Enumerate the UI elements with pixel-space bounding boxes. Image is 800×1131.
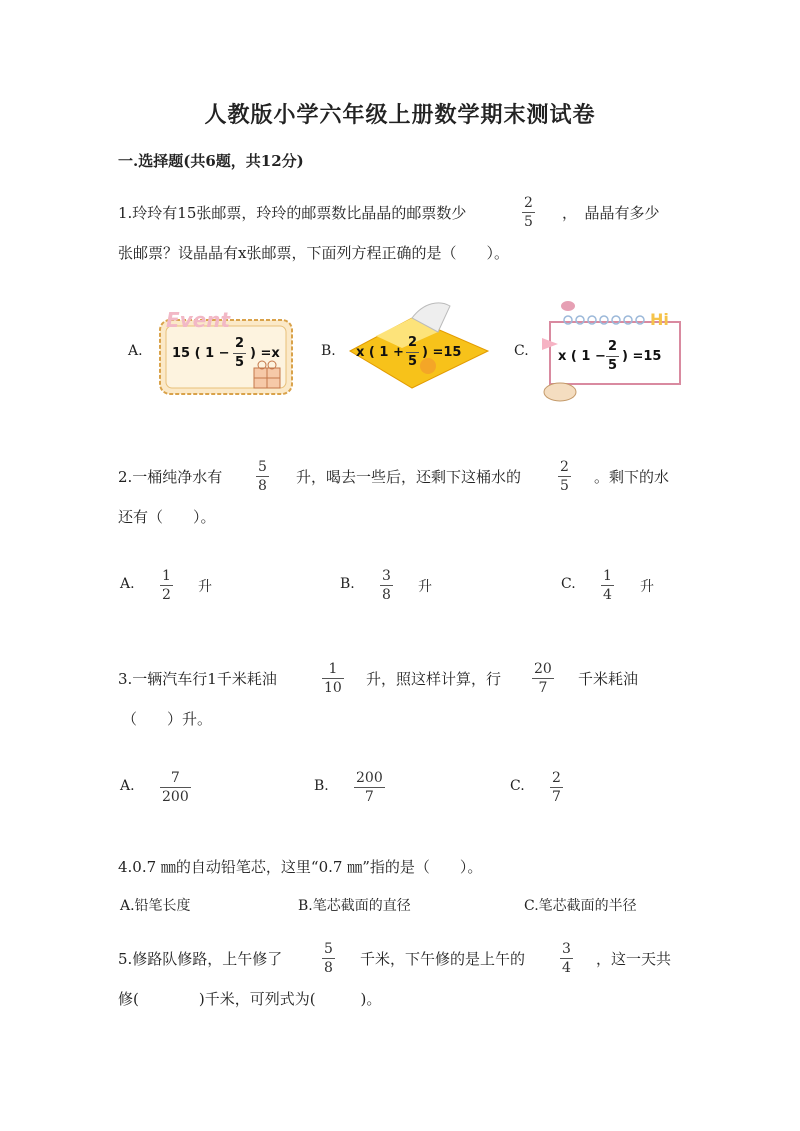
fraction-bar — [601, 585, 614, 586]
q5-line1c: ，这一天共 — [596, 950, 672, 968]
q3-option-c-frac[interactable] — [550, 770, 563, 805]
fraction-bar — [606, 356, 619, 357]
q2-option-c-label[interactable]: C. — [561, 576, 576, 592]
frac-den: 10 — [324, 680, 342, 696]
q2-option-b-unit: 升 — [418, 579, 432, 595]
fraction-bar — [160, 585, 173, 586]
frac-num: 2 — [408, 335, 418, 350]
q3-option-a-frac[interactable] — [160, 770, 191, 805]
q3-option-b-label[interactable]: B. — [314, 778, 329, 794]
q1-option-b-pre: x ( 1 + — [356, 345, 404, 360]
q4-option-c[interactable]: C.笔芯截面的半径 — [524, 898, 637, 914]
q5-line1b: 千米，下午修的是上午的 — [360, 950, 526, 968]
q2-line1a: 2.一桶纯净水有 — [118, 468, 223, 486]
q2-fraction-1 — [256, 459, 269, 494]
q1-option-a-label[interactable]: A. — [128, 343, 143, 359]
q1-option-c-pre: x ( 1 − — [558, 349, 606, 364]
frac-num: 3 — [562, 941, 571, 957]
q2-option-a-label[interactable]: A. — [120, 576, 135, 592]
frac-num: 3 — [382, 568, 391, 584]
frac-den: 7 — [364, 789, 374, 805]
q3-line1c: 千米耗油 — [578, 670, 639, 688]
frac-den: 200 — [162, 789, 189, 805]
q2-option-a-unit: 升 — [198, 579, 212, 595]
q5-line2: 修( )千米，可列式为( )。 — [118, 990, 382, 1008]
fraction-bar — [558, 476, 571, 477]
q5-line1a: 5.修路队修路，上午修了 — [118, 950, 283, 968]
q4-option-b[interactable]: B.笔芯截面的直径 — [298, 898, 411, 914]
frac-den: 5 — [560, 478, 569, 494]
fraction-bar — [380, 585, 393, 586]
q3-fraction-1 — [322, 661, 344, 696]
q2-option-a-frac[interactable] — [160, 568, 173, 603]
q3-line1a: 3.一辆汽车行1千米耗油 — [118, 670, 277, 688]
frac-num: 200 — [356, 770, 383, 786]
q5-fraction-1 — [322, 941, 335, 976]
q4-line1: 4.0.7 ㎜的自动铅笔芯，这里“0.7 ㎜”指的是（ ）。 — [118, 858, 483, 876]
q3-option-b-frac[interactable] — [354, 770, 385, 805]
q2-option-c-frac[interactable] — [601, 568, 614, 603]
q1-line1a: 1.玲玲有15张邮票，玲玲的邮票数比晶晶的邮票数少 — [118, 204, 467, 222]
q3-fraction-2 — [532, 661, 554, 696]
section-heading: 一.选择题(共6题，共12分) — [118, 152, 304, 170]
q2-line1b: 升，喝去一些后，还剩下这桶水的 — [296, 468, 522, 486]
q1-option-a-post: ) =x — [250, 346, 280, 361]
q1-line2: 张邮票？设晶晶有x张邮票，下面列方程正确的是（ ）。 — [118, 244, 509, 262]
frac-num: 20 — [534, 661, 552, 677]
q4-option-a[interactable]: A.铅笔长度 — [120, 898, 191, 914]
q2-line1c: 。剩下的水 — [594, 468, 670, 486]
q1-line1b: ， 晶晶有多少 — [562, 204, 660, 222]
frac-num: 5 — [324, 941, 333, 957]
hi-logo: Hi — [650, 310, 669, 329]
q1-option-c-post: ) =15 — [622, 349, 662, 364]
fraction-bar — [256, 476, 269, 477]
q1-option-c-frac — [606, 339, 619, 374]
frac-den: 4 — [603, 587, 612, 603]
fraction-bar — [322, 678, 344, 679]
q3-option-a-label[interactable]: A. — [120, 778, 135, 794]
fraction-bar — [322, 958, 335, 959]
q2-option-b-label[interactable]: B. — [340, 576, 355, 592]
frac-num: 2 — [552, 770, 561, 786]
q1-option-b-frac — [406, 335, 419, 370]
frac-num: 1 — [162, 568, 171, 584]
q3-line2: （ ）升。 — [122, 710, 213, 728]
q1-option-a-pre: 15 ( 1 − — [172, 346, 230, 361]
frac-den: 4 — [562, 960, 571, 976]
q1-frac-num: 2 — [524, 195, 533, 211]
fraction-bar — [160, 787, 191, 788]
frac-den: 7 — [552, 789, 561, 805]
q2-line2: 还有（ ）。 — [118, 508, 216, 526]
q1-option-c-label[interactable]: C. — [514, 343, 529, 359]
frac-den: 2 — [162, 587, 171, 603]
fraction-bar — [233, 353, 246, 354]
fraction-bar — [406, 352, 419, 353]
q2-fraction-2 — [558, 459, 571, 494]
q3-option-c-label[interactable]: C. — [510, 778, 525, 794]
frac-num: 1 — [603, 568, 612, 584]
frac-num: 1 — [328, 661, 338, 677]
event-logo: Event — [166, 308, 231, 332]
q1-frac-den: 5 — [524, 214, 533, 230]
frac-num: 2 — [560, 459, 569, 475]
q1-option-b-post: ) =15 — [422, 345, 462, 360]
frac-den: 5 — [235, 355, 245, 370]
q1-option-a-card[interactable] — [156, 308, 296, 398]
q5-fraction-2 — [560, 941, 573, 976]
frac-num: 2 — [608, 339, 618, 354]
fraction-bar — [532, 678, 554, 679]
q1-fraction — [522, 195, 535, 230]
fraction-bar — [522, 212, 535, 213]
q1-option-c-card[interactable] — [536, 296, 686, 406]
q1-option-b-card[interactable] — [342, 296, 492, 396]
frac-den: 7 — [538, 680, 548, 696]
q2-option-b-frac[interactable] — [380, 568, 393, 603]
fraction-bar — [354, 787, 385, 788]
q1-option-b-label[interactable]: B. — [321, 343, 336, 359]
frac-num: 2 — [235, 336, 245, 351]
frac-den: 5 — [608, 358, 618, 373]
frac-num: 7 — [170, 770, 180, 786]
frac-den: 8 — [258, 478, 267, 494]
fraction-bar — [560, 958, 573, 959]
frac-den: 5 — [408, 354, 418, 369]
q2-option-c-unit: 升 — [640, 579, 654, 595]
frac-den: 8 — [324, 960, 333, 976]
page-title: 人教版小学六年级上册数学期末测试卷 — [204, 102, 596, 128]
frac-num: 5 — [258, 459, 267, 475]
frac-den: 8 — [382, 587, 391, 603]
q3-line1b: 升，照这样计算，行 — [366, 670, 502, 688]
q1-option-a-frac — [233, 336, 246, 371]
fraction-bar — [550, 787, 563, 788]
